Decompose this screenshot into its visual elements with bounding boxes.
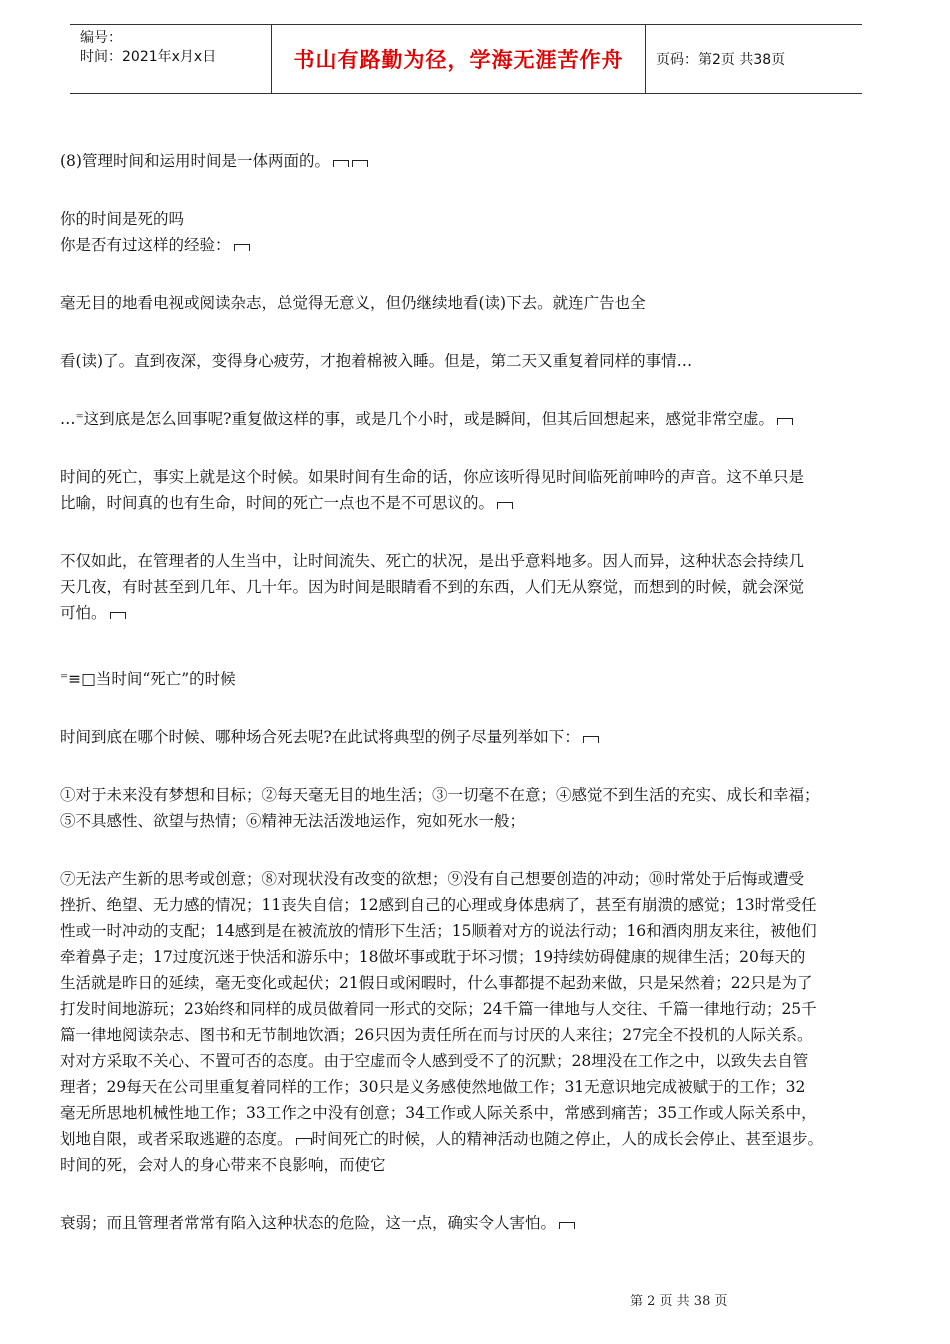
paragraph-mark-icon <box>559 1222 575 1229</box>
paragraph-text: 天几夜，有时甚至到几年、几十年。因为时间是眼睛看不到的东西，人们无从察觉，而想到的时候，就会深觉 <box>60 578 805 596</box>
body-paragraph <box>60 232 250 258</box>
paragraph-text: 毫无所思地机械性地工作；33工作之中没有创意；34工作或人际关系中，常感到痛苦；35工作或人际关系中， <box>60 1104 817 1122</box>
body-paragraph <box>60 1210 575 1236</box>
header-info-cell <box>70 25 272 93</box>
paragraph-mark-icon <box>777 418 793 425</box>
body-paragraph <box>60 944 805 970</box>
body-paragraph <box>60 548 804 574</box>
paragraph-mark-icon <box>234 244 250 251</box>
body-paragraph <box>60 1126 823 1152</box>
paragraph-text: 时间的死亡，事实上就是这个时候。如果时间有生命的话，你应该听得见时间临死前呻吟的声音。这不单只是 <box>60 468 805 486</box>
paragraph-mark-icon <box>296 1138 312 1145</box>
paragraph-text: 时间到底在哪个时候、哪种场合死去呢?在此试将典型的例子尽量列举如下： <box>60 728 580 746</box>
page-footer: 第 2 页 共 38 页 <box>630 1294 728 1309</box>
body-paragraph <box>60 1152 386 1178</box>
paragraph-text: 划地自限，或者采取逃避的态度。 <box>60 1130 293 1148</box>
document-time-label: 时间：2021年x月x日 <box>80 49 217 65</box>
body-paragraph <box>60 348 692 374</box>
body-paragraph <box>60 600 126 626</box>
paragraph-text: (8)管理时间和运用时间是一体两面的。 <box>60 152 330 170</box>
body-paragraph <box>60 996 817 1022</box>
paragraph-text: 性或一时冲动的支配；14感到是在被流放的情形下生活；15顺着对方的说法行动；16和酒肉朋友来往，被他们 <box>60 922 817 940</box>
body-paragraph <box>60 1074 805 1100</box>
document-number-label: 编号： <box>80 30 122 46</box>
paragraph-text: 生活就是昨日的延续，毫无变化或起伏；21假日或闲暇时，什么事都提不起劲来做，只是呆然着；22只是为了 <box>60 974 813 992</box>
body-paragraph <box>60 290 646 316</box>
paragraph-mark-icon <box>497 502 513 509</box>
paragraph-text: 你是否有过这样的经验： <box>60 236 231 254</box>
header-motto: 书山有路勤为径，学海无涯苦作舟 <box>272 25 646 93</box>
paragraph-text: 可怕。 <box>60 604 107 622</box>
paragraph-text: ①对于未来没有梦想和目标；②每天毫无目的地生活；③一切毫不在意；④感觉不到生活的充实、成长和幸福； <box>60 786 820 804</box>
paragraph-text: 对对方采取不关心、不置可否的态度。由于空虚而令人感到受不了的沉默；28埋没在工作之中，以致失去自管 <box>60 1052 809 1070</box>
body-paragraph <box>60 148 368 174</box>
paragraph-tail-text: 时间死亡的时候，人的精神活动也随之停止，人的成长会停止、甚至退步。 <box>311 1130 824 1148</box>
body-paragraph <box>60 970 812 996</box>
body-paragraph <box>60 892 817 918</box>
body-paragraph <box>60 724 599 750</box>
body-paragraph <box>60 782 820 808</box>
document-header <box>70 24 862 94</box>
paragraph-text: 打发时间地游玩；23始终和同样的成员做着同一形式的交际；24千篇一律地与人交往、千篇一律地行动；25千 <box>60 1000 817 1018</box>
body-paragraph <box>60 918 817 944</box>
body-paragraph <box>60 490 513 516</box>
paragraph-mark-icon <box>583 736 599 743</box>
paragraph-text: 比喻，时间真的也有生命，时间的死亡一点也不是不可思议的。 <box>60 494 495 512</box>
paragraph-text: 毫无目的地看电视或阅读杂志，总觉得无意义，但仍继续地看(读)下去。就连广告也全 <box>60 294 646 312</box>
paragraph-text: 衰弱；而且管理者常常有陷入这种状态的危险，这一点，确实令人害怕。 <box>60 1214 557 1232</box>
paragraph-text: 看(读)了。直到夜深，变得身心疲劳，才抱着棉被入睡。但是，第二天又重复着同样的事情… <box>60 352 693 370</box>
paragraph-text: ⁼≡□当时间“死亡”的时候 <box>60 670 236 688</box>
paragraph-mark-icon <box>352 160 368 167</box>
body-paragraph <box>60 1022 812 1048</box>
body-paragraph <box>60 666 236 692</box>
paragraph-text: 理者；29每天在公司里重复着同样的工作；30只是义务感使然地做工作；31无意识地完成被赋于的工作；32 <box>60 1078 806 1096</box>
paragraph-text: 你的时间是死的吗 <box>60 210 185 228</box>
body-paragraph <box>60 1100 817 1126</box>
body-paragraph <box>60 866 804 892</box>
paragraph-text: ⑤不具感性、欲望与热情；⑥精神无法活泼地运作，宛如死水一般； <box>60 812 526 830</box>
paragraph-text: ⑦无法产生新的思考或创意；⑧对现状没有改变的欲想；⑨没有自己想要创造的冲动；⑩时常处于后悔或遭受 <box>60 870 805 888</box>
body-paragraph <box>60 464 804 490</box>
body-paragraph <box>60 406 793 432</box>
paragraph-text: 篇一律地阅读杂志、图书和无节制地饮酒；26只因为责任所在而与讨厌的人来往；27完全不投机的人际关系。 <box>60 1026 813 1044</box>
body-paragraph <box>60 574 804 600</box>
body-paragraph <box>60 808 525 834</box>
paragraph-text: 挫折、绝望、无力感的情况；11丧失自信；12感到自己的心理或身体患病了，甚至有崩溃的感觉；13时常受任 <box>60 896 817 914</box>
paragraph-text: 牵着鼻子走；17过度沉迷于快活和游乐中；18做坏事或耽于坏习惯；19持续妨碍健康的规律生活；20每天的 <box>60 948 806 966</box>
paragraph-text: …⁼这到底是怎么回事呢?重复做这样的事，或是几个小时，或是瞬间，但其后回想起来，感觉非常空虚。 <box>60 410 774 428</box>
header-page-label: 页码：第2页 共38页 <box>656 52 786 68</box>
paragraph-mark-icon <box>110 612 126 619</box>
paragraph-text: 不仅如此，在管理者的人生当中，让时间流失、死亡的状况，是出乎意料地多。因人而异，这种状态会持续几 <box>60 552 805 570</box>
body-paragraph <box>60 1048 808 1074</box>
paragraph-text: 时间的死，会对人的身心带来不良影响，而使它 <box>60 1156 386 1174</box>
paragraph-mark-icon <box>333 160 349 167</box>
body-paragraph <box>60 206 184 232</box>
